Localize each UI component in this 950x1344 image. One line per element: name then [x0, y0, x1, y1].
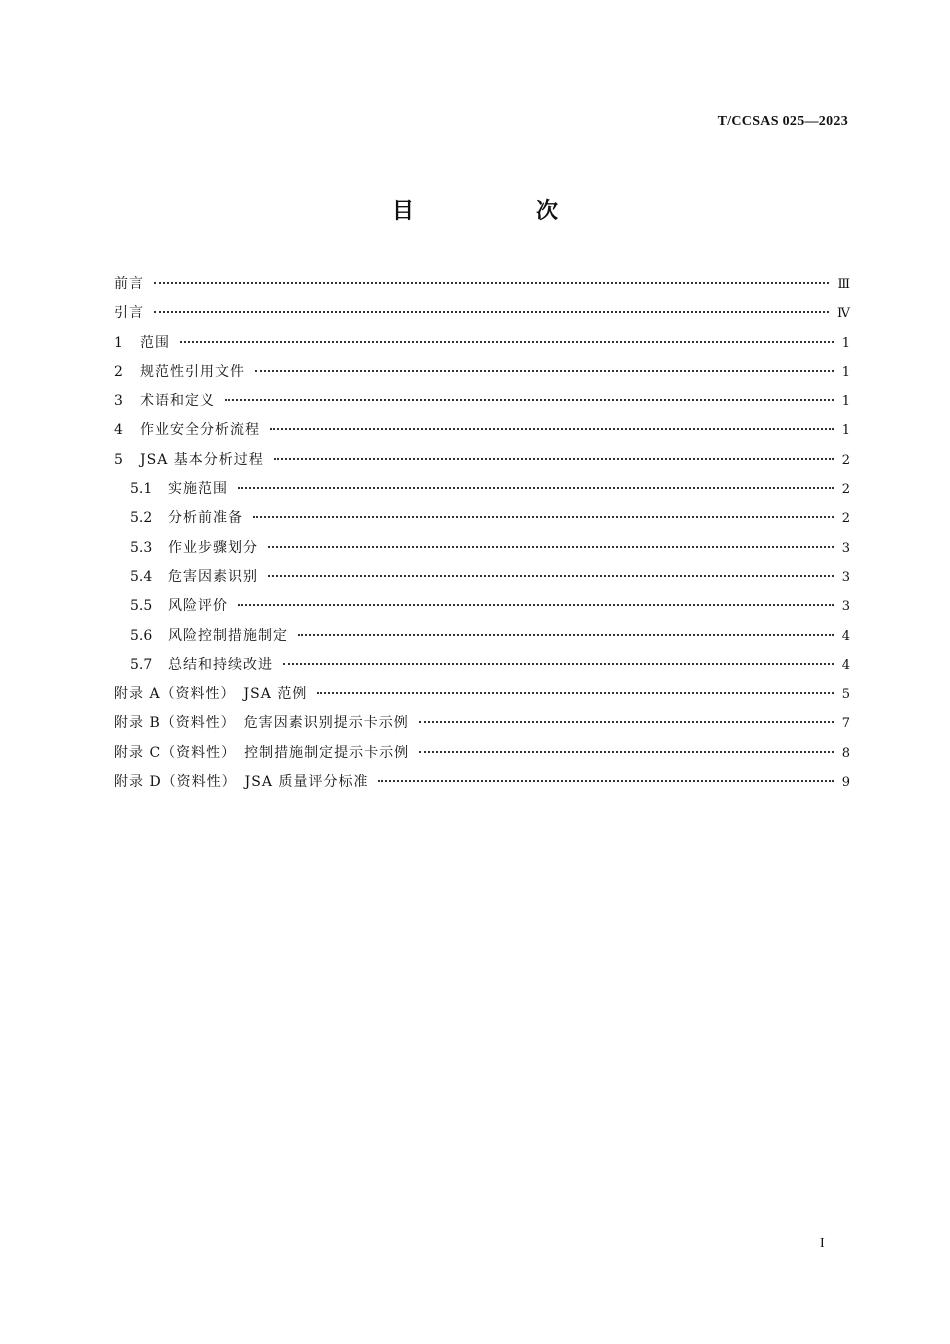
toc-section-number: 5.1: [130, 481, 153, 498]
dot-leader: [270, 428, 834, 430]
toc-page-number: 1: [841, 335, 850, 351]
toc-entry-5[interactable]: [114, 446, 850, 475]
toc-entry-label: 附录 B（资料性） 危害因素识别提示卡示例: [114, 715, 409, 732]
toc-entry-label: 附录 A（资料性） JSA 范例: [114, 686, 308, 703]
dot-leader: [419, 721, 834, 723]
toc-entry-label: 风险控制措施制定: [168, 627, 288, 644]
toc-page-number: 9: [841, 775, 850, 791]
toc-entry-introduction[interactable]: [114, 299, 850, 328]
page-number: I: [820, 1236, 825, 1251]
toc-section-number: 2: [114, 363, 123, 380]
toc-entry-label: 附录 C（资料性） 控制措施制定提示卡示例: [114, 744, 410, 761]
dot-leader: [283, 663, 834, 665]
dot-leader: [268, 546, 834, 548]
dot-leader: [253, 516, 834, 518]
table-of-contents: [114, 270, 850, 797]
toc-section-number: 5.5: [130, 598, 153, 615]
toc-entry-4[interactable]: [114, 416, 850, 445]
toc-page-number: 2: [841, 452, 850, 468]
toc-page-number: 1: [841, 394, 850, 410]
toc-entry-label: 风险评价: [168, 598, 228, 615]
toc-entry-label: 危害因素识别: [168, 568, 258, 585]
toc-page-number: 4: [841, 628, 850, 644]
toc-entry-5-3[interactable]: [114, 534, 850, 563]
toc-section-number: 5.6: [130, 627, 153, 644]
toc-page-number: 4: [841, 657, 850, 673]
toc-page-number: 3: [841, 540, 850, 556]
toc-entry-label: 作业安全分析流程: [140, 422, 260, 439]
toc-entry-label: 分析前准备: [168, 510, 243, 527]
toc-page-number: 8: [841, 745, 850, 761]
toc-page-number: 1: [841, 364, 850, 380]
toc-entry-label: 规范性引用文件: [140, 363, 245, 380]
dot-leader: [180, 341, 834, 343]
toc-entry-5-5[interactable]: [114, 592, 850, 621]
dot-leader: [225, 399, 834, 401]
toc-entry-5-2[interactable]: [114, 504, 850, 533]
toc-entry-label: 术语和定义: [140, 393, 215, 410]
toc-entry-5-4[interactable]: [114, 563, 850, 592]
toc-entry-appendix-d[interactable]: [114, 768, 850, 797]
toc-page-number: 3: [841, 599, 850, 615]
toc-entry-label: JSA 基本分析过程: [140, 451, 264, 468]
toc-entry-5-6[interactable]: [114, 622, 850, 651]
toc-page-number: Ⅲ: [837, 277, 850, 292]
dot-leader: [238, 604, 834, 606]
dot-leader: [154, 311, 829, 313]
toc-entry-label: 作业步骤划分: [168, 539, 258, 556]
toc-entry-appendix-b[interactable]: [114, 709, 850, 738]
dot-leader: [268, 575, 834, 577]
dot-leader: [378, 780, 833, 782]
toc-page-number: 5: [841, 687, 850, 703]
toc-section-number: 5.4: [130, 568, 153, 585]
toc-entry-5-7[interactable]: [114, 651, 850, 680]
toc-entry-label: 引言: [114, 305, 144, 322]
toc-section-number: 5.2: [130, 510, 153, 527]
toc-entry-2[interactable]: [114, 358, 850, 387]
toc-entry-3[interactable]: [114, 387, 850, 416]
toc-entry-label: 实施范围: [168, 481, 228, 498]
toc-entry-foreword[interactable]: [114, 270, 850, 299]
toc-section-number: 4: [114, 422, 123, 439]
toc-section-number: 5.7: [130, 656, 153, 673]
toc-section-number: 3: [114, 393, 123, 410]
dot-leader: [317, 692, 833, 694]
dot-leader: [154, 282, 829, 284]
toc-entry-5-1[interactable]: [114, 475, 850, 504]
toc-entry-label: 附录 D（资料性） JSA 质量评分标准: [114, 774, 369, 791]
dot-leader: [238, 487, 834, 489]
toc-entry-appendix-a[interactable]: [114, 680, 850, 709]
document-code: T/CCSAS 025—2023: [717, 114, 848, 129]
toc-page-number: Ⅳ: [837, 306, 850, 322]
toc-page-number: 7: [841, 716, 850, 732]
toc-entry-1[interactable]: [114, 329, 850, 358]
toc-entry-appendix-c[interactable]: [114, 739, 850, 768]
toc-page-number: 2: [841, 482, 850, 498]
toc-section-number: 5.3: [130, 539, 153, 556]
toc-entry-label: 前言: [114, 276, 144, 292]
dot-leader: [298, 634, 834, 636]
toc-entry-label: 总结和持续改进: [168, 656, 273, 673]
toc-page-number: 1: [841, 423, 850, 439]
toc-section-number: 5: [114, 451, 123, 468]
toc-page-number: 3: [841, 569, 850, 585]
toc-section-number: 1: [114, 334, 123, 351]
dot-leader: [274, 458, 834, 460]
dot-leader: [419, 751, 834, 753]
page-title: 目 次: [391, 199, 608, 224]
dot-leader: [255, 370, 834, 372]
toc-entry-label: 范围: [140, 334, 170, 351]
toc-page-number: 2: [841, 511, 850, 527]
